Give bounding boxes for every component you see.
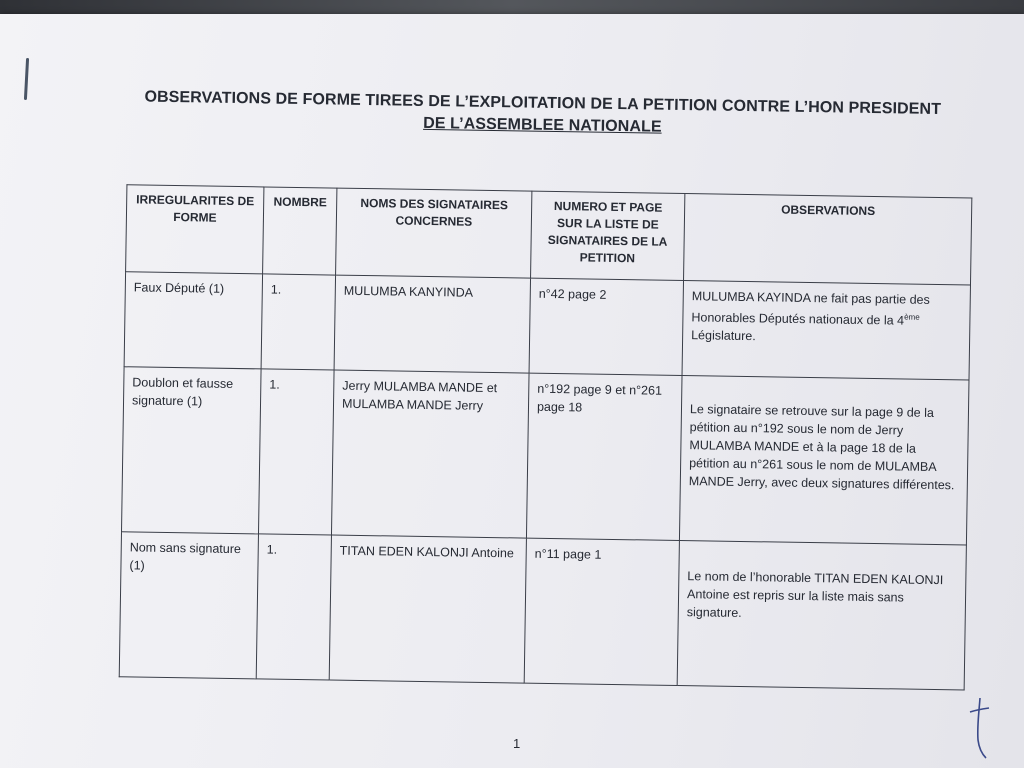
title-line-1: OBSERVATIONS DE FORME TIREES DE L’EXPLOITATION DE LA PETITION CONTRE L’HON PRESIDENT — [144, 88, 942, 119]
cell-noms: Jerry MULAMBA MANDE et MULAMBA MANDE Jerry — [331, 370, 529, 538]
cell-irregularite: Doublon et fausse signature (1) — [122, 367, 262, 534]
cell-numero-page: n°11 page 1 — [524, 538, 679, 685]
header-numero-page: NUMERO ET PAGE SUR LA LISTE DE SIGNATAIRES DE LA PETITION — [531, 191, 685, 280]
table-row — [124, 272, 970, 380]
observation-text: MULUMBA KAYINDA ne fait pas partie des Honorables Députés nationaux de la 4 — [691, 289, 930, 328]
header-noms: NOMS DES SIGNATAIRES CONCERNES — [336, 188, 532, 278]
cell-noms: MULUMBA KANYINDA — [334, 275, 530, 373]
irregularities-table — [119, 184, 973, 690]
observation-text-end: Législature. — [691, 328, 756, 344]
header-nombre: NOMBRE — [263, 187, 337, 275]
cell-observation — [682, 281, 970, 380]
handwritten-initial-mark — [968, 696, 990, 760]
superscript-ordinal: ème — [904, 312, 920, 322]
cell-irregularite: Faux Député (1) — [124, 272, 262, 369]
document-content — [101, 86, 976, 691]
cell-observation: Le nom de l’honorable TITAN EDEN KALONJI Antoine est repris sur la liste mais sans signature. — [677, 541, 966, 690]
cell-nombre: 1. — [261, 274, 335, 370]
header-observations: OBSERVATIONS — [684, 194, 972, 285]
cell-nombre: 1. — [256, 534, 331, 680]
title-line-2: DE L’ASSEMBLEE NATIONALE — [423, 114, 662, 136]
cell-numero-page: n°42 page 2 — [529, 278, 683, 375]
pen-stroke-mark — [24, 58, 29, 100]
cell-irregularite: Nom sans signature (1) — [119, 532, 258, 679]
cell-observation: Le signataire se retrouve sur la page 9 de la pétition au n°192 sous le nom de Jerry MULAMBA MANDE et à la page 18 de la pétition au n°261 sous le nom de MULAMBA MANDE Jerry, avec deux signatures différentes. — [679, 376, 969, 545]
header-irregularites: IRREGULARITES DE FORME — [126, 185, 264, 274]
page-number: 1 — [513, 736, 521, 751]
table-row — [122, 367, 969, 545]
table-header-row — [126, 185, 972, 285]
document-page — [0, 14, 1024, 768]
cell-noms: TITAN EDEN KALONJI Antoine — [329, 535, 526, 683]
cell-nombre: 1. — [258, 369, 334, 535]
cell-numero-page: n°192 page 9 et n°261 page 18 — [526, 373, 682, 540]
document-title — [109, 86, 976, 144]
table-row — [119, 532, 966, 690]
